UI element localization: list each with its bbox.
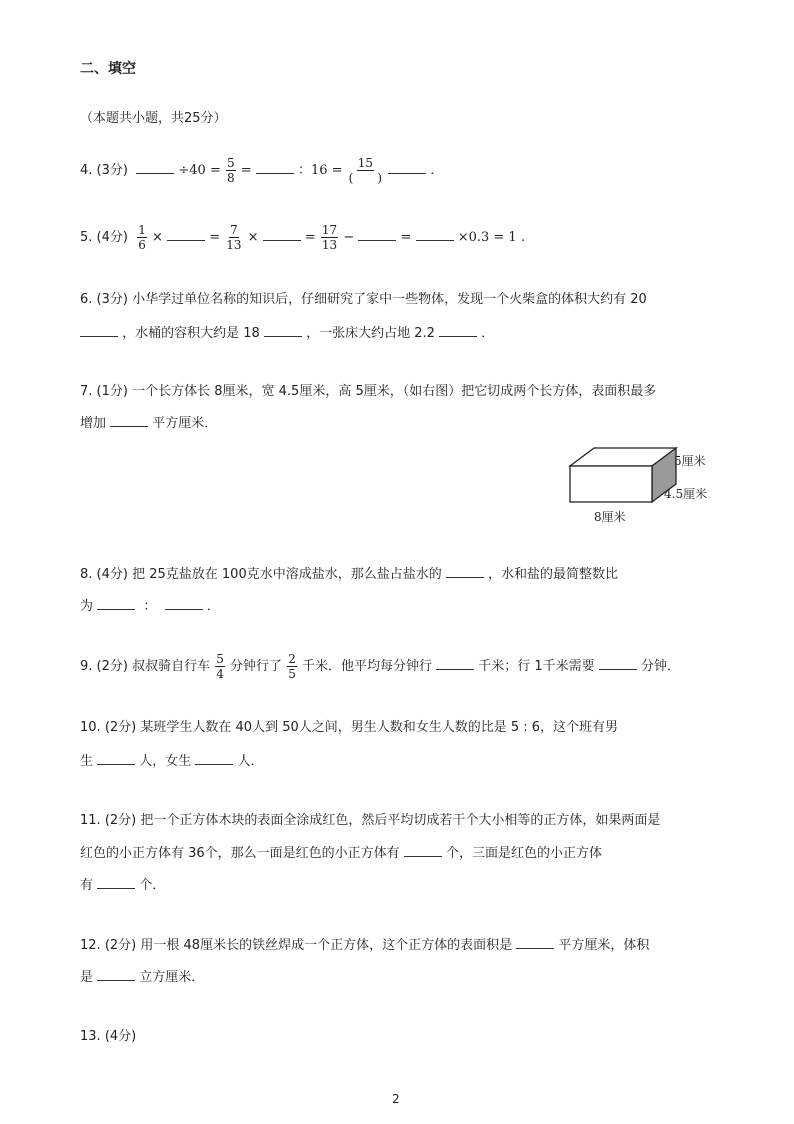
answer-blank[interactable]: [136, 161, 174, 174]
answer-blank[interactable]: [264, 324, 302, 337]
answer-blank[interactable]: [97, 752, 135, 765]
question-9: 9. (2分) 叔叔骑自行车 $\frac{5}{4}$ 分钟行了 $\frac{2}{5}$ 千米．他平均每分钟行 千米；行 1千米需要 分钟．: [80, 652, 680, 681]
question-number: 10.: [80, 720, 101, 735]
question-11-line-1: 11. (2分) 把一个正方体木块的表面全涂成红色，然后平均切成若干个大小相等的正方体，如果两面是: [80, 813, 661, 828]
answer-blank[interactable]: [263, 228, 301, 241]
question-10-line-2: 生 人，女生 人．: [80, 754, 264, 769]
question-score: (2分): [104, 938, 137, 953]
answer-blank[interactable]: [165, 597, 203, 610]
question-number: 6.: [80, 292, 93, 307]
question-6-line-2: ，水桶的容积大约是 18 ，一张床大约占地 2.2 ．: [80, 324, 494, 343]
section-note: （本题共小题，共25分）: [80, 111, 227, 126]
answer-blank[interactable]: [516, 936, 554, 949]
question-score: (4分): [96, 230, 128, 245]
fraction: $\frac{5}{8}$: [226, 156, 235, 185]
section-title: 二、填空: [80, 61, 136, 77]
answer-blank[interactable]: [439, 324, 477, 337]
answer-blank[interactable]: [97, 876, 135, 889]
question-number: 4.: [80, 163, 93, 178]
label-length: 8厘米: [594, 510, 626, 524]
answer-blank[interactable]: [256, 161, 294, 174]
answer-blank[interactable]: [97, 968, 135, 981]
label-height: 5厘米: [674, 454, 706, 468]
cuboid-front-face: [570, 466, 652, 502]
answer-blank[interactable]: [358, 228, 396, 241]
question-score: (1分): [96, 384, 128, 399]
question-6-line-1: 6. (3分) 小华学过单位名称的知识后，仔细研究了家中一些物体，发现一个火柴盒的体积大约有 20: [80, 292, 647, 307]
question-score: (2分): [104, 720, 137, 735]
answer-blank[interactable]: [446, 565, 484, 578]
question-score: (4分): [96, 567, 128, 582]
answer-blank[interactable]: [110, 414, 148, 427]
question-number: 8.: [80, 567, 93, 582]
question-number: 12.: [80, 938, 101, 953]
cuboid-figure: [560, 438, 730, 530]
question-number: 5.: [80, 230, 93, 245]
answer-blank[interactable]: [167, 228, 205, 241]
fraction: $\frac{15}{( )}$: [348, 156, 383, 185]
answer-blank[interactable]: [436, 657, 474, 670]
fraction: $\frac{2}{5}$: [288, 652, 296, 681]
question-12-line-1: 12. (2分) 用一根 48厘米长的铁丝焊成一个正方体，这个正方体的表面积是 平方厘米，体积: [80, 938, 650, 953]
question-7-line-1: 7. (1分) 一个长方体长 8厘米，宽 4.5厘米，高 5厘米，（如右图）把它切成两个长方体，表面积最多: [80, 384, 657, 399]
question-5: 5. (4分) $\frac{1}{6}$ × = $\frac{7}{13}$ × = $\frac{17}{13}$ − = ×0.3 = 1 .: [80, 223, 525, 252]
question-number: 11.: [80, 813, 101, 828]
answer-blank[interactable]: [416, 228, 454, 241]
question-number: 7.: [80, 384, 93, 399]
fraction: $\frac{7}{13}$: [226, 223, 242, 252]
question-score: (4分): [104, 1029, 137, 1044]
question-13: [80, 1028, 136, 1046]
question-score: (3分): [96, 292, 128, 307]
question-number: 13.: [80, 1029, 101, 1044]
question-7-line-2: 增加 平方厘米．: [80, 416, 218, 431]
answer-blank[interactable]: [388, 161, 426, 174]
page-number: 2: [392, 1092, 400, 1106]
answer-blank[interactable]: [404, 844, 442, 857]
fraction: $\frac{5}{4}$: [216, 652, 224, 681]
label-width: 4.5厘米: [664, 487, 708, 501]
question-4: 4. (3分) ÷40 = $\frac{5}{8}$ = ：16 = $\frac{15}{( )}$ ．: [80, 156, 444, 185]
answer-blank[interactable]: [97, 597, 135, 610]
question-score: (2分): [96, 659, 128, 674]
question-12-line-2: 是 立方厘米．: [80, 970, 205, 985]
question-8-line-1: 8. (4分) 把 25克盐放在 100克水中溶成盐水，那么盐占盐水的 ，水和盐的最简整数比: [80, 567, 619, 582]
question-score: (3分): [96, 163, 128, 178]
fraction: $\frac{17}{13}$: [321, 223, 338, 252]
question-number: 9.: [80, 659, 93, 674]
answer-blank[interactable]: [599, 657, 637, 670]
answer-blank[interactable]: [80, 324, 118, 337]
answer-blank[interactable]: [195, 752, 233, 765]
question-8-line-2: 为 ： ．: [80, 599, 220, 614]
fraction: $\frac{1}{6}$: [138, 223, 146, 252]
question-11-line-3: 有 个．: [80, 878, 166, 893]
question-11-line-2: 红色的小正方体有 36个，那么一面是红色的小正方体有 个，三面是红色的小正方体: [80, 846, 602, 861]
question-10-line-1: 10. (2分) 某班学生人数在 40人到 50人之间，男生人数和女生人数的比是 5 : 6，这个班有男: [80, 720, 619, 735]
question-score: (2分): [104, 813, 137, 828]
